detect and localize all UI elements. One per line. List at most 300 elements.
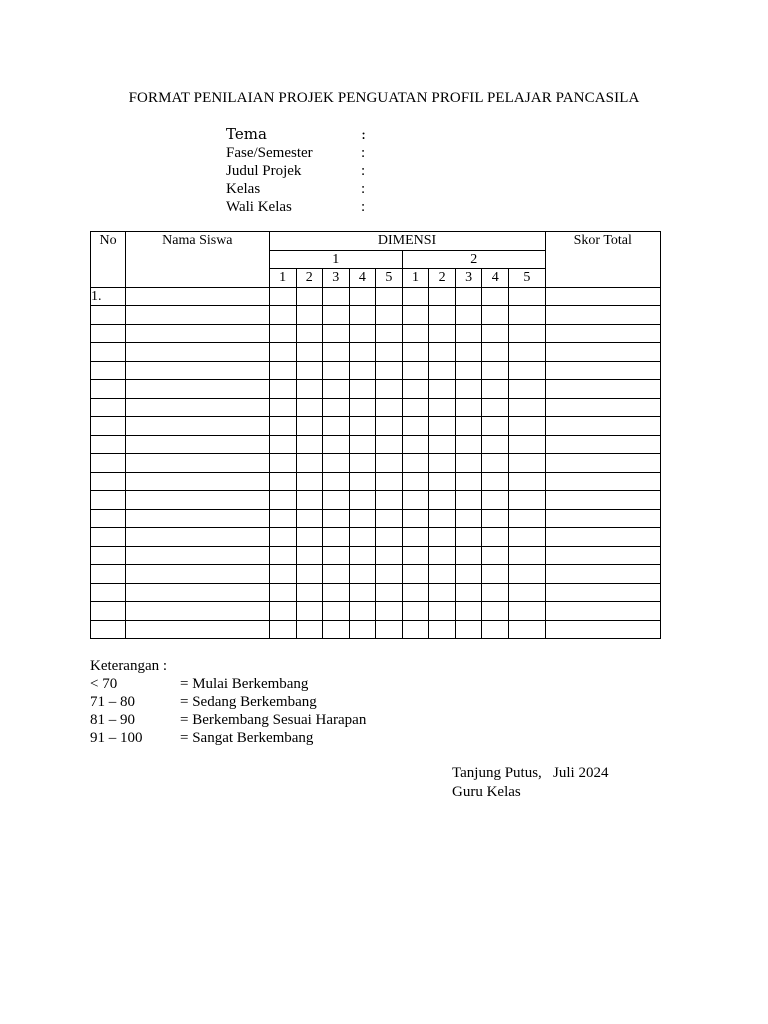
total-score-cell[interactable] (545, 380, 660, 399)
row-number-cell[interactable] (91, 343, 126, 362)
score-cell[interactable] (269, 380, 296, 399)
legend-item (90, 711, 367, 729)
header-no: No (91, 232, 126, 288)
legend-desc: = Sangat Berkembang (180, 730, 314, 746)
score-cell[interactable] (456, 509, 482, 528)
score-cell[interactable] (322, 306, 349, 325)
score-cell[interactable] (269, 509, 296, 528)
assessment-table (90, 231, 661, 639)
row-number-cell[interactable] (91, 435, 126, 454)
row-number-cell[interactable] (91, 454, 126, 473)
score-cell[interactable] (296, 491, 322, 510)
total-score-cell[interactable] (545, 454, 660, 473)
score-cell[interactable] (402, 546, 428, 565)
score-cell[interactable] (482, 361, 509, 380)
score-cell[interactable] (296, 324, 322, 343)
total-score-cell[interactable] (545, 287, 660, 306)
score-cell[interactable] (322, 565, 349, 584)
meta-colon: : (361, 145, 366, 161)
score-cell[interactable] (375, 287, 402, 306)
header-sub: 5 (375, 269, 402, 288)
table-row (91, 602, 661, 621)
score-cell[interactable] (322, 324, 349, 343)
legend-range: 71 – 80 (90, 694, 135, 710)
score-cell[interactable] (322, 361, 349, 380)
score-cell[interactable] (402, 583, 428, 602)
student-name-cell[interactable] (126, 491, 269, 510)
score-cell[interactable] (482, 398, 509, 417)
score-cell[interactable] (429, 417, 456, 436)
score-cell[interactable] (322, 435, 349, 454)
score-cell[interactable] (269, 546, 296, 565)
student-name-cell[interactable] (126, 583, 269, 602)
student-name-cell[interactable] (126, 546, 269, 565)
student-name-cell[interactable] (126, 528, 269, 547)
total-score-cell[interactable] (545, 546, 660, 565)
signature-place-date: Tanjung Putus, Juli 2024 (452, 765, 609, 781)
score-cell[interactable] (322, 528, 349, 547)
score-cell[interactable] (322, 472, 349, 491)
score-cell[interactable] (429, 324, 456, 343)
table-row (91, 583, 661, 602)
score-cell[interactable] (509, 324, 545, 343)
score-cell[interactable] (375, 583, 402, 602)
score-cell[interactable] (402, 528, 428, 547)
score-cell[interactable] (269, 417, 296, 436)
score-cell[interactable] (375, 398, 402, 417)
score-cell[interactable] (296, 306, 322, 325)
score-cell[interactable] (349, 343, 375, 362)
score-cell[interactable] (509, 343, 545, 362)
student-name-cell[interactable] (126, 509, 269, 528)
row-number-cell[interactable] (91, 472, 126, 491)
score-cell[interactable] (456, 620, 482, 639)
score-cell[interactable] (429, 602, 456, 621)
row-number-cell[interactable] (91, 398, 126, 417)
header-nama-siswa: Nama Siswa (126, 232, 269, 288)
score-cell[interactable] (456, 565, 482, 584)
score-cell[interactable] (429, 306, 456, 325)
total-score-cell[interactable] (545, 343, 660, 362)
score-cell[interactable] (456, 361, 482, 380)
score-cell[interactable] (322, 454, 349, 473)
score-cell[interactable] (509, 380, 545, 399)
score-cell[interactable] (402, 491, 428, 510)
row-number-cell[interactable] (91, 602, 126, 621)
score-cell[interactable] (482, 546, 509, 565)
score-cell[interactable] (375, 509, 402, 528)
row-number-cell[interactable] (91, 324, 126, 343)
score-cell[interactable] (349, 398, 375, 417)
meta-label: Wali Kelas (226, 199, 292, 215)
score-cell[interactable] (509, 306, 545, 325)
score-cell[interactable] (429, 361, 456, 380)
score-cell[interactable] (269, 565, 296, 584)
score-cell[interactable] (269, 454, 296, 473)
student-name-cell[interactable] (126, 454, 269, 473)
score-cell[interactable] (509, 454, 545, 473)
score-cell[interactable] (402, 620, 428, 639)
score-cell[interactable] (482, 454, 509, 473)
score-cell[interactable] (322, 491, 349, 510)
student-name-cell[interactable] (126, 435, 269, 454)
score-cell[interactable] (429, 398, 456, 417)
score-cell[interactable] (482, 472, 509, 491)
score-cell[interactable] (322, 602, 349, 621)
meta-colon: : (361, 125, 367, 143)
score-cell[interactable] (269, 435, 296, 454)
student-name-cell[interactable] (126, 287, 269, 306)
score-cell[interactable] (456, 380, 482, 399)
table-row (91, 361, 661, 380)
score-cell[interactable] (296, 472, 322, 491)
header-sub: 1 (402, 269, 428, 288)
score-cell[interactable] (482, 287, 509, 306)
score-cell[interactable] (375, 620, 402, 639)
score-cell[interactable] (402, 417, 428, 436)
score-cell[interactable] (402, 509, 428, 528)
row-number-cell[interactable]: 1. (91, 287, 126, 306)
score-cell[interactable] (482, 509, 509, 528)
score-cell[interactable] (375, 435, 402, 454)
score-cell[interactable] (456, 343, 482, 362)
score-cell[interactable] (429, 472, 456, 491)
score-cell[interactable] (429, 287, 456, 306)
score-cell[interactable] (296, 343, 322, 362)
score-cell[interactable] (509, 565, 545, 584)
score-cell[interactable] (456, 454, 482, 473)
score-cell[interactable] (509, 472, 545, 491)
score-cell[interactable] (349, 380, 375, 399)
score-cell[interactable] (375, 380, 402, 399)
score-cell[interactable] (402, 343, 428, 362)
score-cell[interactable] (482, 435, 509, 454)
student-name-cell[interactable] (126, 380, 269, 399)
total-score-cell[interactable] (545, 398, 660, 417)
student-name-cell[interactable] (126, 343, 269, 362)
total-score-cell[interactable] (545, 565, 660, 584)
score-cell[interactable] (349, 565, 375, 584)
score-cell[interactable] (375, 361, 402, 380)
score-cell[interactable] (349, 602, 375, 621)
score-cell[interactable] (296, 435, 322, 454)
meta-label: Fase/Semester (226, 145, 313, 161)
score-cell[interactable] (429, 565, 456, 584)
legend-desc: = Sedang Berkembang (180, 694, 317, 710)
score-cell[interactable] (482, 343, 509, 362)
row-number-cell[interactable] (91, 583, 126, 602)
score-cell[interactable] (349, 324, 375, 343)
score-cell[interactable] (456, 306, 482, 325)
score-cell[interactable] (402, 435, 428, 454)
score-cell[interactable] (269, 324, 296, 343)
legend-desc: = Berkembang Sesuai Harapan (180, 712, 367, 728)
score-cell[interactable] (296, 565, 322, 584)
header-skor-total: Skor Total (545, 232, 660, 288)
score-cell[interactable] (402, 287, 428, 306)
score-cell[interactable] (322, 287, 349, 306)
score-cell[interactable] (509, 546, 545, 565)
score-cell[interactable] (482, 620, 509, 639)
score-cell[interactable] (269, 361, 296, 380)
student-name-cell[interactable] (126, 565, 269, 584)
score-cell[interactable] (269, 306, 296, 325)
score-cell[interactable] (402, 472, 428, 491)
score-cell[interactable] (429, 435, 456, 454)
score-cell[interactable] (456, 324, 482, 343)
table-row (91, 343, 661, 362)
score-cell[interactable] (375, 417, 402, 436)
row-number-cell[interactable] (91, 565, 126, 584)
total-score-cell[interactable] (545, 491, 660, 510)
table-row (91, 380, 661, 399)
score-cell[interactable] (482, 380, 509, 399)
score-cell[interactable] (509, 287, 545, 306)
student-name-cell[interactable] (126, 306, 269, 325)
header-sub: 4 (482, 269, 509, 288)
score-cell[interactable] (509, 583, 545, 602)
table-row (91, 491, 661, 510)
score-cell[interactable] (375, 306, 402, 325)
score-cell[interactable] (402, 454, 428, 473)
total-score-cell[interactable] (545, 620, 660, 639)
score-cell[interactable] (349, 583, 375, 602)
score-cell[interactable] (349, 306, 375, 325)
score-cell[interactable] (349, 361, 375, 380)
score-cell[interactable] (322, 583, 349, 602)
score-cell[interactable] (429, 380, 456, 399)
score-cell[interactable] (269, 620, 296, 639)
score-cell[interactable] (322, 380, 349, 399)
score-cell[interactable] (269, 602, 296, 621)
score-cell[interactable] (482, 583, 509, 602)
score-cell[interactable] (509, 602, 545, 621)
row-number-cell[interactable] (91, 528, 126, 547)
score-cell[interactable] (402, 361, 428, 380)
score-cell[interactable] (482, 417, 509, 436)
score-cell[interactable] (482, 491, 509, 510)
score-cell[interactable] (269, 287, 296, 306)
score-cell[interactable] (349, 472, 375, 491)
score-cell[interactable] (296, 528, 322, 547)
score-cell[interactable] (296, 287, 322, 306)
score-cell[interactable] (322, 620, 349, 639)
score-cell[interactable] (482, 528, 509, 547)
header-dimensi-1: 1 (269, 250, 402, 269)
table-row (91, 528, 661, 547)
score-cell[interactable] (296, 454, 322, 473)
score-cell[interactable] (402, 565, 428, 584)
total-score-cell[interactable] (545, 361, 660, 380)
score-cell[interactable] (322, 509, 349, 528)
score-cell[interactable] (349, 509, 375, 528)
table-row (91, 472, 661, 491)
score-cell[interactable] (349, 287, 375, 306)
student-name-cell[interactable] (126, 398, 269, 417)
score-cell[interactable] (509, 435, 545, 454)
score-cell[interactable] (456, 398, 482, 417)
student-name-cell[interactable] (126, 472, 269, 491)
header-sub: 2 (296, 269, 322, 288)
table-row (91, 509, 661, 528)
score-cell[interactable] (456, 417, 482, 436)
total-score-cell[interactable] (545, 472, 660, 491)
score-cell[interactable] (322, 398, 349, 417)
score-cell[interactable] (482, 306, 509, 325)
total-score-cell[interactable] (545, 417, 660, 436)
total-score-cell[interactable] (545, 602, 660, 621)
score-cell[interactable] (296, 398, 322, 417)
meta-colon: : (361, 163, 366, 179)
score-cell[interactable] (509, 361, 545, 380)
student-name-cell[interactable] (126, 417, 269, 436)
score-cell[interactable] (375, 454, 402, 473)
header-sub: 5 (509, 269, 545, 288)
header-sub: 3 (322, 269, 349, 288)
student-name-cell[interactable] (126, 602, 269, 621)
score-cell[interactable] (269, 472, 296, 491)
score-cell[interactable] (296, 509, 322, 528)
signature-role: Guru Kelas (452, 784, 521, 800)
total-score-cell[interactable] (545, 435, 660, 454)
legend-range: 81 – 90 (90, 712, 135, 728)
score-cell[interactable] (402, 398, 428, 417)
score-cell[interactable] (402, 380, 428, 399)
score-cell[interactable] (429, 509, 456, 528)
keterangan-legend (90, 657, 367, 747)
legend-desc: = Mulai Berkembang (180, 676, 309, 692)
score-cell[interactable] (482, 324, 509, 343)
student-name-cell[interactable] (126, 361, 269, 380)
score-cell[interactable] (509, 509, 545, 528)
score-cell[interactable] (509, 398, 545, 417)
header-sub: 2 (429, 269, 456, 288)
header-dimensi: DIMENSI (269, 232, 545, 251)
meta-colon: : (361, 181, 366, 197)
score-cell[interactable] (296, 380, 322, 399)
student-name-cell[interactable] (126, 324, 269, 343)
score-cell[interactable] (349, 435, 375, 454)
score-cell[interactable] (349, 491, 375, 510)
score-cell[interactable] (375, 472, 402, 491)
total-score-cell[interactable] (545, 528, 660, 547)
row-number-cell[interactable] (91, 509, 126, 528)
score-cell[interactable] (349, 417, 375, 436)
table-row (91, 324, 661, 343)
score-cell[interactable] (296, 583, 322, 602)
score-cell[interactable] (269, 583, 296, 602)
score-cell[interactable] (375, 528, 402, 547)
score-cell[interactable] (375, 565, 402, 584)
score-cell[interactable] (456, 491, 482, 510)
score-cell[interactable] (429, 546, 456, 565)
score-cell[interactable] (429, 583, 456, 602)
score-cell[interactable] (456, 287, 482, 306)
score-cell[interactable] (402, 602, 428, 621)
score-cell[interactable] (429, 620, 456, 639)
score-cell[interactable] (429, 491, 456, 510)
row-number-cell[interactable] (91, 491, 126, 510)
header-sub: 1 (269, 269, 296, 288)
score-cell[interactable] (322, 343, 349, 362)
score-cell[interactable] (375, 343, 402, 362)
score-cell[interactable] (402, 324, 428, 343)
row-number-cell[interactable] (91, 620, 126, 639)
score-cell[interactable] (296, 546, 322, 565)
score-cell[interactable] (349, 454, 375, 473)
score-cell[interactable] (509, 491, 545, 510)
keterangan-heading: Keterangan : (90, 658, 168, 674)
header-sub: 4 (349, 269, 375, 288)
score-cell[interactable] (322, 546, 349, 565)
score-cell[interactable] (482, 602, 509, 621)
score-cell[interactable] (456, 583, 482, 602)
student-name-cell[interactable] (126, 620, 269, 639)
score-cell[interactable] (456, 472, 482, 491)
total-score-cell[interactable] (545, 306, 660, 325)
legend-item (90, 729, 314, 747)
score-cell[interactable] (429, 343, 456, 362)
score-cell[interactable] (375, 491, 402, 510)
score-cell[interactable] (269, 398, 296, 417)
score-cell[interactable] (429, 454, 456, 473)
row-number-cell[interactable] (91, 380, 126, 399)
score-cell[interactable] (456, 602, 482, 621)
score-cell[interactable] (322, 417, 349, 436)
score-cell[interactable] (509, 528, 545, 547)
score-cell[interactable] (375, 324, 402, 343)
score-cell[interactable] (349, 620, 375, 639)
total-score-cell[interactable] (545, 324, 660, 343)
table-row (91, 620, 661, 639)
score-cell[interactable] (456, 546, 482, 565)
score-cell[interactable] (349, 546, 375, 565)
legend-item (90, 693, 317, 711)
table-row (91, 435, 661, 454)
row-number-cell[interactable] (91, 306, 126, 325)
score-cell[interactable] (269, 491, 296, 510)
row-number-cell[interactable] (91, 417, 126, 436)
header-sub: 3 (456, 269, 482, 288)
score-cell[interactable] (375, 546, 402, 565)
table-row (91, 546, 661, 565)
legend-item (90, 675, 309, 693)
row-number-cell[interactable] (91, 361, 126, 380)
total-score-cell[interactable] (545, 509, 660, 528)
table-row (91, 454, 661, 473)
score-cell[interactable] (296, 361, 322, 380)
score-cell[interactable] (429, 528, 456, 547)
total-score-cell[interactable] (545, 583, 660, 602)
score-cell[interactable] (296, 417, 322, 436)
score-cell[interactable] (269, 528, 296, 547)
score-cell[interactable] (509, 620, 545, 639)
score-cell[interactable] (296, 620, 322, 639)
legend-range: 91 – 100 (90, 730, 143, 746)
score-cell[interactable] (482, 565, 509, 584)
score-cell[interactable] (509, 417, 545, 436)
row-number-cell[interactable] (91, 546, 126, 565)
score-cell[interactable] (375, 602, 402, 621)
table-row (91, 417, 661, 436)
score-cell[interactable] (456, 435, 482, 454)
score-cell[interactable] (402, 306, 428, 325)
score-cell[interactable] (456, 528, 482, 547)
table-row (91, 287, 661, 306)
score-cell[interactable] (269, 343, 296, 362)
score-cell[interactable] (349, 528, 375, 547)
score-cell[interactable] (296, 602, 322, 621)
